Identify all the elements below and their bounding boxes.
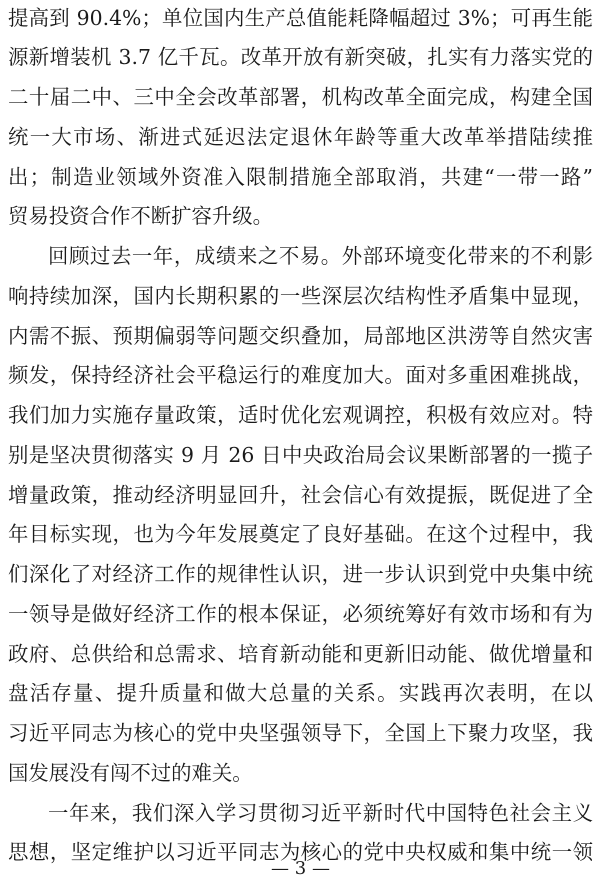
paragraph-line: 频发，保持经济社会平稳运行的难度加大。面对多重困难挑战， [8,363,593,387]
paragraph-line: 我们加力实施存量政策，适时优化宏观调控，积极有效应对。特 [8,403,593,427]
paragraph-line: 内需不振、预期偏弱等问题交织叠加，局部地区洪涝等自然灾害 [8,324,593,348]
paragraph-line: 年目标实现，也为今年发展奠定了良好基础。在这个过程中，我 [8,522,593,546]
paragraph-line: 一年来，我们深入学习贯彻习近平新时代中国特色社会主义 [48,801,593,825]
paragraph-line: 习近平同志为核心的党中央坚强领导下，全国上下聚力攻坚，我 [8,721,593,745]
paragraph-line: 别是坚决贯彻落实 9 月 26 日中央政治局会议果断部署的一揽子 [8,443,593,467]
paragraph-line: 统一大市场、渐进式延迟法定退休年龄等重大改革举措陆续推 [8,125,593,149]
paragraph-line: 思想，坚定维护以习近平同志为核心的党中央权威和集中统一领 [8,840,593,864]
paragraph-line: 一领导是做好经济工作的根本保证，必须统筹好有效市场和有为 [8,602,593,626]
paragraph-line: 政府、总供给和总需求、培育新动能和更新旧动能、做优增量和 [8,642,593,666]
paragraph-line: 二十届二中、三中全会改革部署，机构改革全面完成，构建全国 [8,85,593,109]
paragraph-line: 响持续加深，国内长期积累的一些深层次结构性矛盾集中显现， [8,284,593,308]
paragraph-line: 源新增装机 3.7 亿千瓦。改革开放有新突破，扎实有力落实党的 [8,45,593,69]
paragraph-line: 国发展没有闯不过的难关。 [8,761,253,785]
paragraph-line: 们深化了对经济工作的规律性认识，进一步认识到党中央集中统 [8,562,593,586]
paragraph-line: 回顾过去一年，成绩来之不易。外部环境变化带来的不利影 [48,244,593,268]
page-number: — 3 — [271,858,330,879]
paragraph-line: 提高到 90.4%；单位国内生产总值能耗降幅超过 3%；可再生能 [8,6,593,30]
paragraph-line: 增量政策，推动经济明显回升，社会信心有效提振，既促进了全 [8,483,593,507]
paragraph-line: 贸易投资合作不断扩容升级。 [8,204,274,228]
paragraph-line: 出；制造业领域外资准入限制措施全部取消，共建“一带一路” [8,165,593,189]
paragraph-line: 盘活存量、提升质量和做大总量的关系。实践再次表明，在以 [8,681,593,705]
